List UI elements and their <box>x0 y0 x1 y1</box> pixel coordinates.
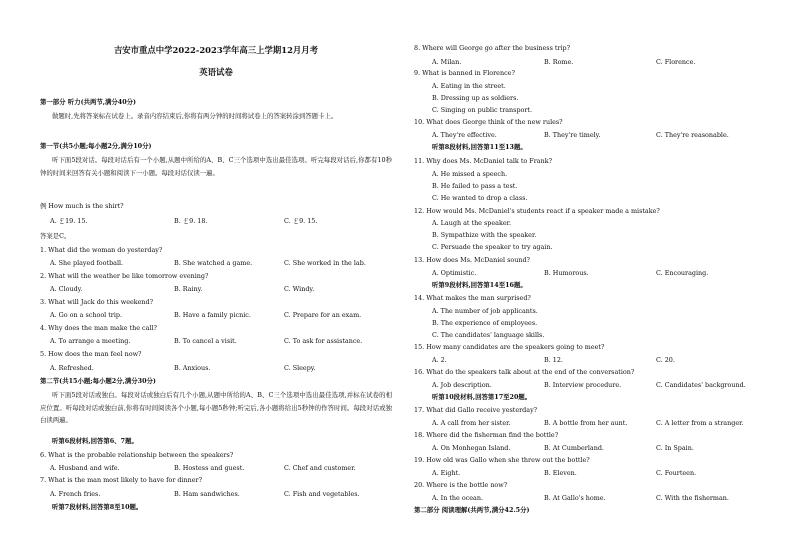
example-answer: 答案是C。 <box>40 232 71 240</box>
q13-option-c: C. Encouraging. <box>656 269 709 277</box>
q2-option-a: A. Cloudy. <box>50 285 83 293</box>
material-10-heading: 听第10段材料,回答第17至20题。 <box>432 393 532 401</box>
q7-option-c: C. Fish and vegetables. <box>284 490 360 498</box>
example-option-a: A. ￡19. 15. <box>50 217 88 225</box>
question-4: 4. Why does the man make the call? <box>40 324 157 332</box>
question-5: 5. How does the man feel now? <box>40 350 142 358</box>
q8-option-b: B. Rome. <box>544 58 574 66</box>
question-18: 18. Where did the fisherman find the bottle? <box>414 431 559 439</box>
question-10: 10. What does George think of the new rules? <box>414 118 563 126</box>
example-option-b: B. ￡9. 18. <box>174 217 208 225</box>
question-19: 19. How old was Gallo when she threw out the bottle? <box>414 456 590 464</box>
q4-option-b: B. To cancel a visit. <box>174 337 237 345</box>
section2-heading: 第二节(共15小题;每小题2分,满分30分) <box>40 377 156 385</box>
q6-option-a: A. Husband and wife. <box>50 464 120 472</box>
q17-option-a: A. A call from her sister. <box>432 419 511 427</box>
q7-option-b: B. Ham sandwiches. <box>174 490 240 498</box>
question-8: 8. Where will George go after the business trip? <box>414 44 571 52</box>
question-9: 9. What is banned in Florence? <box>414 69 515 77</box>
question-6: 6. What is the probable relationship between the speakers? <box>40 451 234 459</box>
q20-option-a: A. In the ocean. <box>432 494 484 502</box>
q19-option-a: A. Eight. <box>432 469 461 477</box>
q9-option-b: B. Dressing up as soldiers. <box>432 94 519 102</box>
question-7: 7. What is the man most likely to have for dinner? <box>40 476 203 484</box>
q17-option-c: C. A letter from a stranger. <box>656 419 744 427</box>
q15-option-a: A. 2. <box>432 356 447 364</box>
q12-option-c: C. Persuade the speaker to try again. <box>432 243 553 251</box>
q4-option-c: C. To ask for assistance. <box>284 337 363 345</box>
question-14: 14. What makes the man surprised? <box>414 294 531 302</box>
q8-option-c: C. Florence. <box>656 58 696 66</box>
question-2: 2. What will the weather be like tomorrow evening? <box>40 272 209 280</box>
q20-option-b: B. At Gallo's home. <box>544 494 606 502</box>
q3-option-a: A. Go on a school trip. <box>50 311 123 319</box>
question-15: 15. How many candidates are the speakers going to meet? <box>414 343 605 351</box>
q7-option-a: A. French fries. <box>50 490 101 498</box>
example-question: 例 How much is the shirt? <box>40 202 124 210</box>
q5-option-a: A. Refreshed. <box>50 364 94 372</box>
question-13: 13. How does Ms. McDaniel sound? <box>414 256 530 264</box>
q15-option-c: C. 20. <box>656 356 675 364</box>
q3-option-c: C. Prepare for an exam. <box>284 311 362 319</box>
q6-option-b: B. Hostess and guest. <box>174 464 245 472</box>
q16-option-a: A. Job description. <box>432 381 492 389</box>
q13-option-b: B. Humorous. <box>544 269 589 277</box>
q19-option-c: C. Fourteen. <box>656 469 697 477</box>
q3-option-b: B. Have a family picnic. <box>174 311 251 319</box>
question-16: 16. What do the speakers talk about at the end of the conversation? <box>414 368 635 376</box>
part1-instruction: 做题时,先将答案标在试卷上。录音内容结束后,你将有两分钟的时间将试卷上的答案转涂到答题卡上。 <box>52 112 338 120</box>
q14-option-a: A. The number of job applicants. <box>432 307 538 315</box>
q19-option-b: B. Eleven. <box>544 469 577 477</box>
question-1: 1. What did the woman do yesterday? <box>40 246 163 254</box>
question-11: 11. Why does Ms. McDaniel talk to Frank? <box>414 157 552 165</box>
material-6-heading: 听第6段材料,回答第6、7题。 <box>52 437 138 445</box>
q6-option-c: C. Chef and customer. <box>284 464 356 472</box>
question-17: 17. What did Gallo receive yesterday? <box>414 406 538 414</box>
q12-option-a: A. Laugh at the speaker. <box>432 219 511 227</box>
q11-option-c: C. He wanted to drop a class. <box>432 194 528 202</box>
q9-option-a: A. Eating in the street. <box>432 82 506 90</box>
q5-option-c: C. Sleepy. <box>284 364 316 372</box>
material-7-heading: 听第7段材料,回答第8至10题。 <box>52 503 143 511</box>
q20-option-c: C. With the fisherman. <box>656 494 729 502</box>
q2-option-c: C. Windy. <box>284 285 315 293</box>
exam-subtitle: 英语试卷 <box>199 67 233 77</box>
q1-option-a: A. She played football. <box>50 259 124 267</box>
q16-option-b: B. Interview procedure. <box>544 381 622 389</box>
q18-option-a: A. On Monhegan Island. <box>432 444 511 452</box>
q5-option-b: B. Anxious. <box>174 364 211 372</box>
q17-option-b: B. A bottle from her aunt. <box>544 419 628 427</box>
q14-option-c: C. The candidates' language skills. <box>432 331 545 339</box>
question-3: 3. What will Jack do this weekend? <box>40 298 154 306</box>
q10-option-c: C. They're reasonable. <box>656 131 729 139</box>
material-8-heading: 听第8段材料,回答第11至13题。 <box>432 143 527 151</box>
q1-option-c: C. She worked in the lab. <box>284 259 366 267</box>
q4-option-a: A. To arrange a meeting. <box>50 337 131 345</box>
q8-option-a: A. Milan. <box>432 58 462 66</box>
q15-option-b: B. 12. <box>544 356 563 364</box>
q18-option-c: C. In Spain. <box>656 444 694 452</box>
part1-heading: 第一部分 听力(共两节,满分40分) <box>40 98 137 106</box>
question-20: 20. Where is the bottle now? <box>414 481 508 489</box>
question-12: 12. How would Ms. McDaniel's students react if a speaker made a mistake? <box>414 207 660 215</box>
q14-option-b: B. The experience of employees. <box>432 319 538 327</box>
q10-option-b: B. They're timely. <box>544 131 601 139</box>
section1-instruction: 听下面5段对话。每段对话后有一个小题,从题中所给的A、B、C三个选项中选出最佳选项。听完每段对话后,你都有10秒钟的时间来回答有关小题和阅读下一小题。每段对话仅读一遍。 <box>40 156 392 177</box>
section2-instruction: 听下面5段对话或独白。每段对话或独白后有几个小题,从题中所给的A、B、C三个选项中选出最佳选项,并标在试卷的相应位置。听每段对话或独白前,你将有时间阅读各个小题,每小题5秒钟;听完后,各小题将给出5秒钟的作答时间。每段对话或独白读两遍。 <box>40 391 392 424</box>
q11-option-b: B. He failed to pass a test. <box>432 182 518 190</box>
example-option-c: C. ￡9. 15. <box>284 217 318 225</box>
q2-option-b: B. Rainy. <box>174 285 203 293</box>
exam-title: 吉安市重点中学2022-2023学年高三上学期12月月考 <box>113 45 319 55</box>
q13-option-a: A. Optimistic. <box>432 269 477 277</box>
part2-heading: 第二部分 阅读理解(共两节,满分42.5分) <box>414 506 530 514</box>
q16-option-c: C. Candidates' background. <box>656 381 746 389</box>
q18-option-b: B. At Cumberland. <box>544 444 604 452</box>
section1-heading: 第一节(共5小题;每小题2分,满分10分) <box>40 142 152 150</box>
q1-option-b: B. She watched a game. <box>174 259 253 267</box>
material-9-heading: 听第9段材料,回答第14至16题。 <box>432 281 527 289</box>
q11-option-a: A. He missed a speech. <box>432 170 508 178</box>
q9-option-c: C. Singing on public transport. <box>432 106 533 114</box>
q12-option-b: B. Sympathize with the speaker. <box>432 231 537 239</box>
q10-option-a: A. They're effective. <box>432 131 497 139</box>
